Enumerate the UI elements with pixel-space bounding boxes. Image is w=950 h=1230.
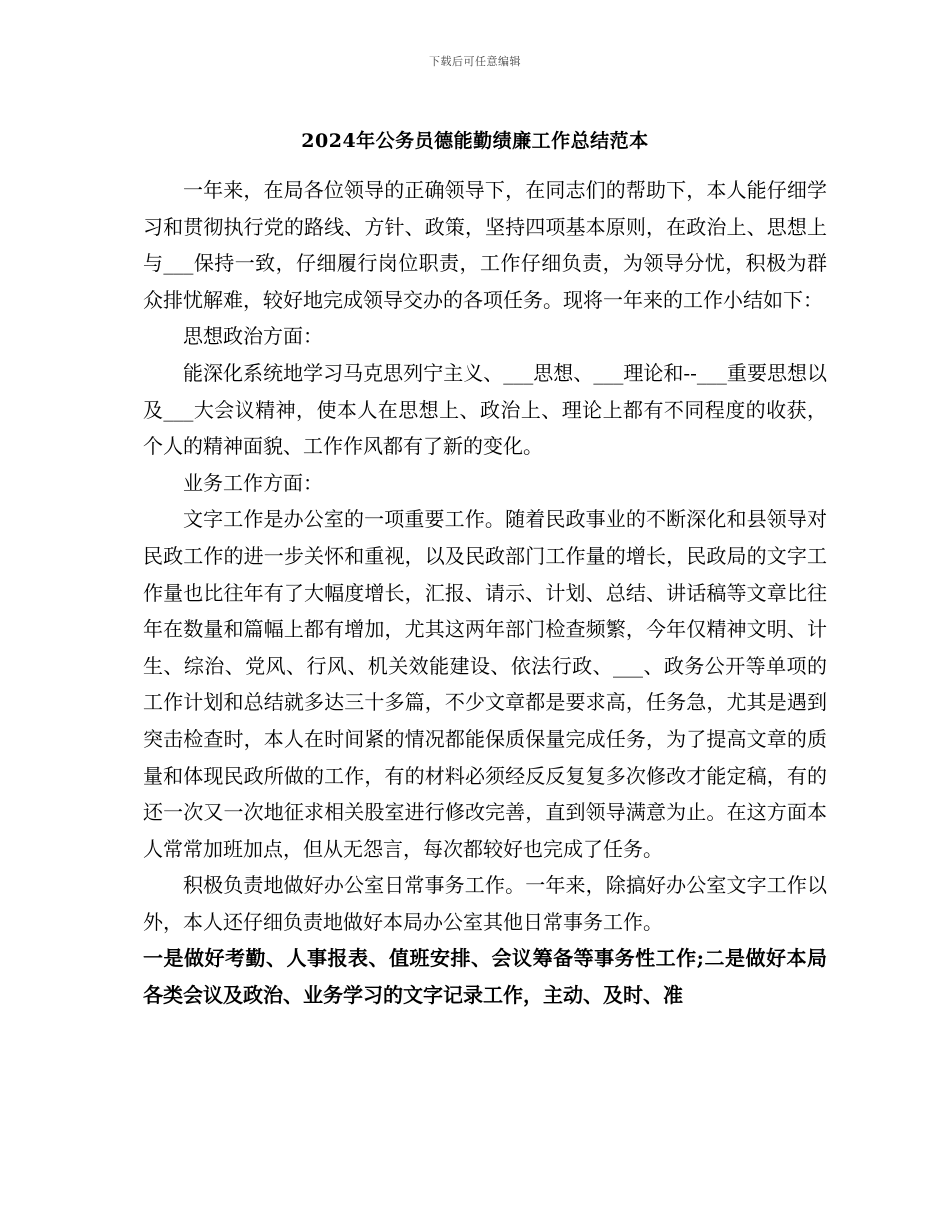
section-heading-political: 思想政治方面： — [183, 324, 323, 349]
paragraph-writing-work: 文字工作是办公室的一项重要工作。随着民政事业的不断深化和县领导对民政工作的进一步关怀和重视，以及民政部门工作量的增长，民政局的文字工作量也比往年有了大幅度增长，汇报、请示、计划、总结、讲话稿等文章比往年在数量和篇幅上都有增加，尤其这两年部门检查频繁，今年仅精神文明、计生、综治、党风、行风、机关效能建设、依法行政、___、政务公开等单项的工作计划和总结就多达三十多篇，不少文章都是要求高，任务急，尤其是遇到突击检查时，本人在时间紧的情况都能保质保量完成任务，为了提高文章的质量和体现民政所做的工作，有的材料必须经反反复复多次修改才能定稿，有的还一次又一次地征求相关股室进行修改完善，直到领导满意为止。在这方面本人常常加班加点，但从无怨言，每次都较好也完成了任务。 — [143, 507, 827, 861]
document-title: 2024年公务员德能勤绩廉工作总结范本 — [301, 130, 649, 152]
paragraph-political: 能深化系统地学习马克思列宁主义、___思想、___理论和--___重要思想以及___大会议精神，使本人在思想上、政治上、理论上都有不同程度的收获，个人的精神面貌、工作作风都有了新的变化。 — [143, 360, 827, 459]
paragraph-intro: 一年来，在局各位领导的正确领导下，在同志们的帮助下，本人能仔细学习和贯彻执行党的路线、方针、政策，坚持四项基本原则，在政治上、思想上与___保持一致，仔细履行岗位职责，工作仔细负责，为领导分忧，积极为群众排忧解难，较好地完成领导交办的各项任务。现将一年来的工作小结如下： — [143, 178, 827, 312]
document-body — [143, 172, 827, 1014]
paragraph-duties-bold: 一是做好考勤、人事报表、值班安排、会议筹备等事务性工作;二是做好本局各类会议及政治、业务学习的文字记录工作，主动、及时、准 — [143, 946, 827, 1008]
header-note: 下载后可任意编辑 — [429, 55, 521, 68]
section-heading-business: 业务工作方面： — [183, 470, 323, 495]
paragraph-daily-affairs: 积极负责地做好办公室日常事务工作。一年来，除搞好办公室文字工作以外，本人还仔细负责地做好本局办公室其他日常事务工作。 — [143, 873, 827, 934]
